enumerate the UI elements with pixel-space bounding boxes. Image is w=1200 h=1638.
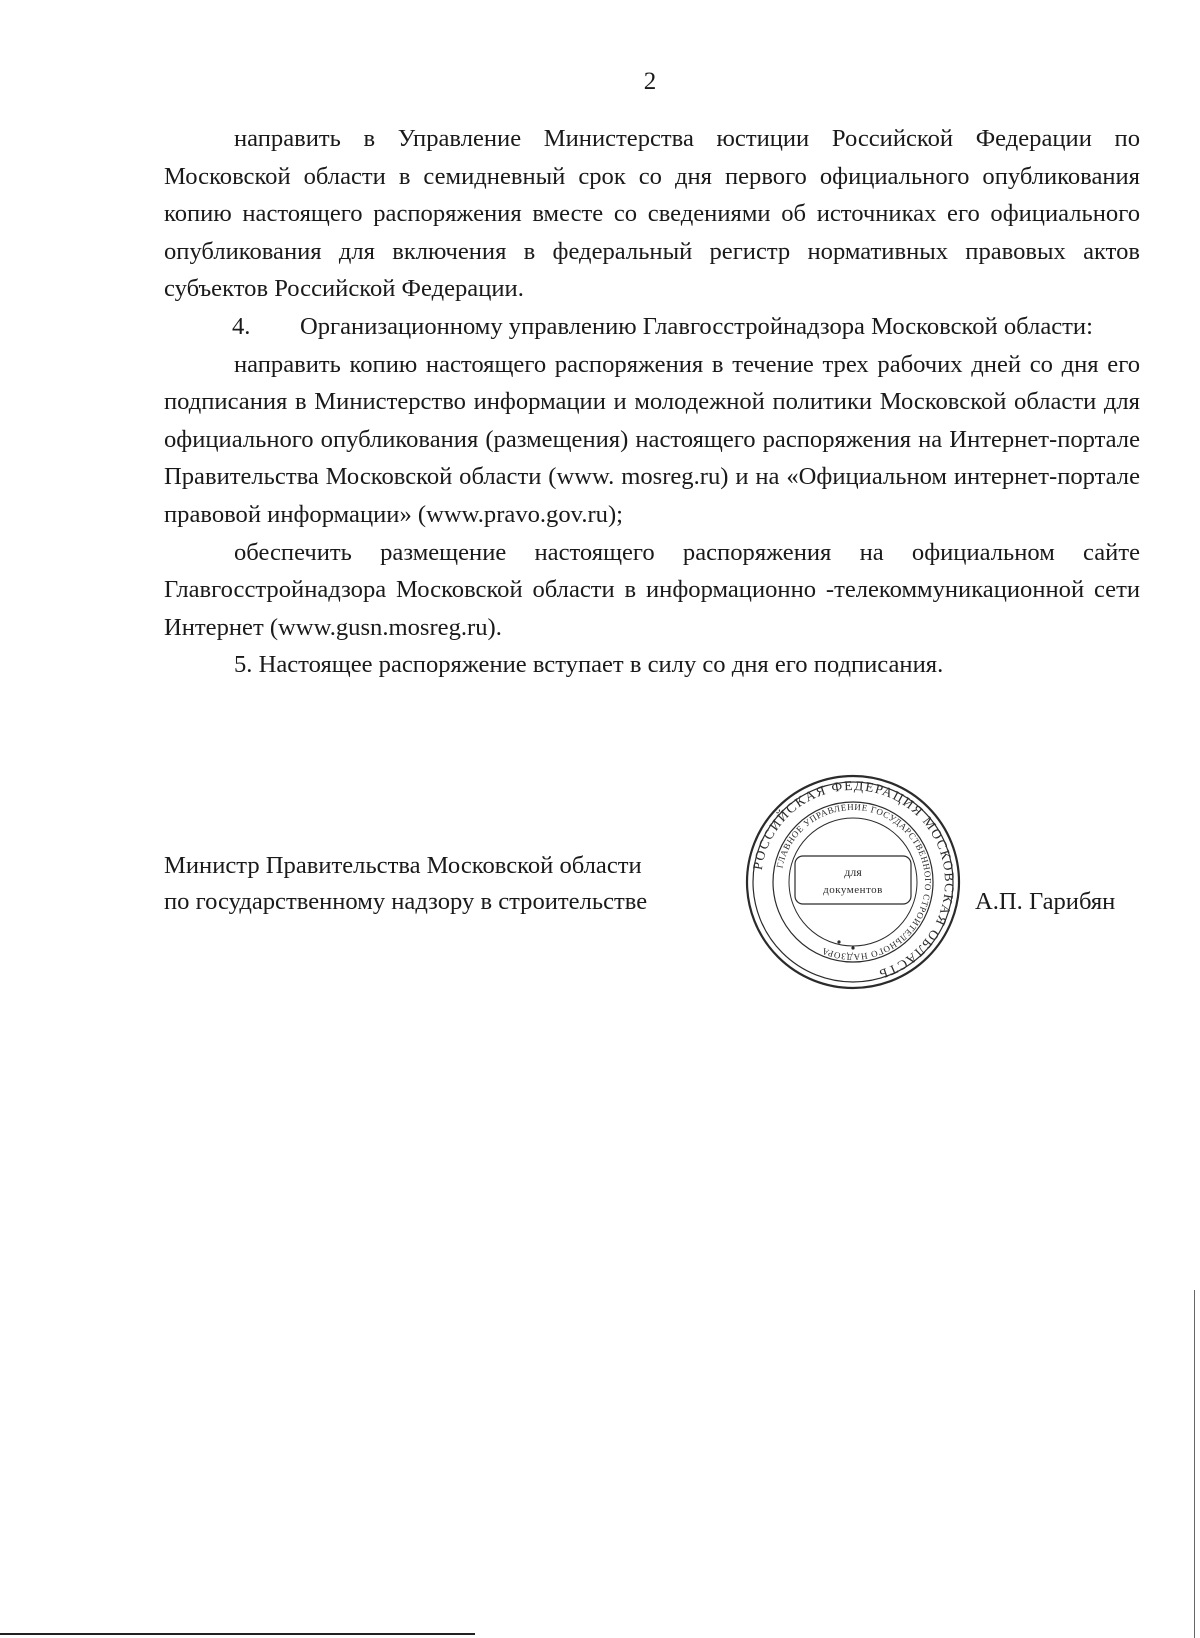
paragraph-website: обеспечить размещение настоящего распоряжения на официальном сайте Главгосстройнадзора Московской области в информационно -телекоммуникационной сети Интернет (www.gusn.mosreg.ru). [164, 538, 1140, 641]
stamp-center-line2: документов [823, 884, 883, 896]
item-text: Организационному управлению Главгосстройнадзора Московской области: [300, 312, 1093, 340]
stamp-dot [851, 946, 854, 949]
stamp-dot [837, 940, 840, 943]
scan-bottom-line [0, 1633, 475, 1635]
item-number: 4. [232, 312, 251, 340]
scan-edge-line [1194, 1290, 1195, 1638]
official-stamp-icon [743, 772, 963, 992]
paragraph-ministry-justice: направить в Управление Министерства юстиции Российской Федерации по Московской области в семидневный срок со дня первого официального опубликования копию настоящего распоряжения вместе со сведениями об источниках его официального опубликования для включения в федеральный регистр нормативных правовых актов субъектов Российской Федерации. [164, 125, 1140, 303]
signature-position-line1: Министр Правительства Московской области [164, 852, 642, 879]
signature-position-line2: по государственному надзору в строительстве [164, 888, 648, 915]
stamp-center-line1: для [844, 865, 862, 879]
document-body [164, 120, 1140, 684]
page-number: 2 [643, 68, 657, 95]
paragraph-publication: направить копию настоящего распоряжения в течение трех рабочих дней со дня его подписания в Министерство информации и молодежной политики Московской области для официального опубликования (размещения) настоящего распоряжения на Интернет-портале Правительства Московской области (www. mosreg.ru) и на «Официальном интернет-портале правовой информации» (www.pravo.gov.ru); [164, 350, 1140, 528]
paragraph-item-5: 5. Настоящее распоряжение вступает в силу со дня его подписания. [234, 651, 944, 679]
signature-position [164, 848, 647, 920]
stamp-inner-text: ГЛАВНОЕ УПРАВЛЕНИЕ ГОСУДАРСТВЕННОГО СТРОИТЕЛЬНОГО НАДЗОРА [774, 801, 934, 963]
signer-name: А.П. Гарибян [975, 888, 1116, 915]
stamp-outer-text: РОССИЙСКАЯ ФЕДЕРАЦИЯ МОСКОВСКАЯ ОБЛАСТЬ [749, 777, 958, 983]
paragraph-item-4 [164, 308, 1140, 346]
